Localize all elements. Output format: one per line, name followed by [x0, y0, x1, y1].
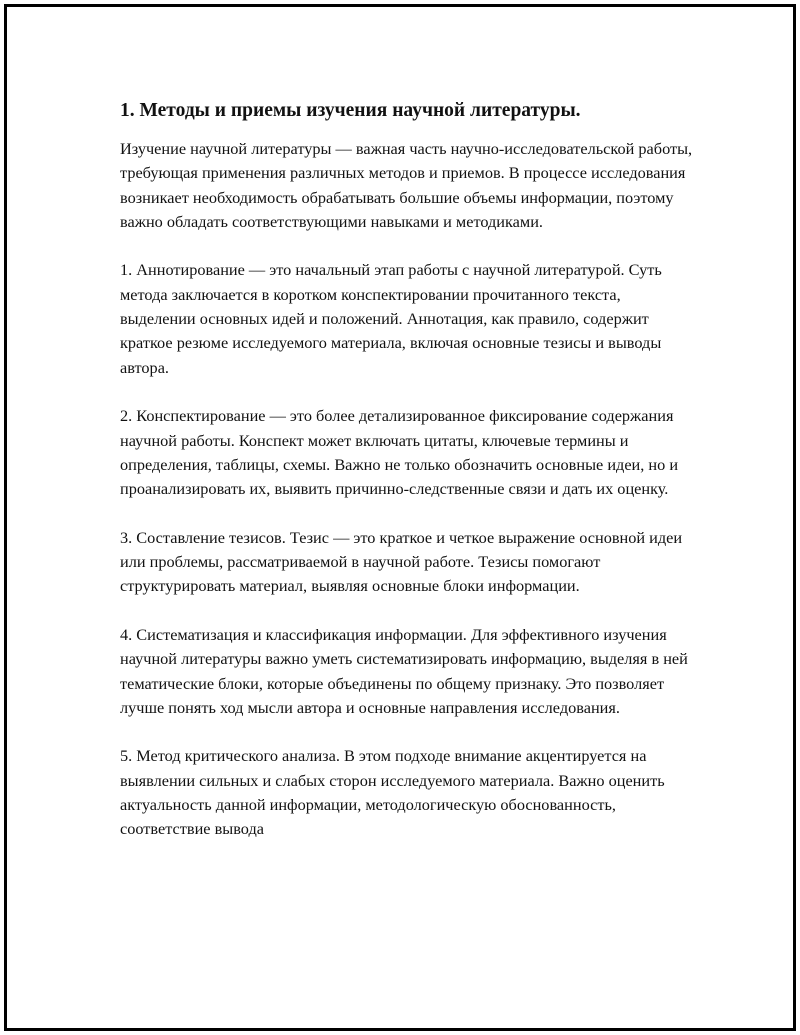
paragraph-systematization: 4. Систематизация и классификация информации. Для эффективного изучения научной литературы важно уметь систематизировать информацию, выделяя в ней тематические блоки, которые объединены по общему признаку. Это позволяет лучше понять ход мысли автора и основные направления исследования.: [120, 624, 688, 717]
intro-paragraph: Изучение научной литературы — важная часть научно-исследовательской работы, требующая применения различных методов и приемов. В процессе исследования возникает необходимость обрабатывать большие объемы информации, поэтому важно обладать соответствующими навыками и методиками.: [120, 139, 693, 231]
page-frame: [4, 4, 796, 1031]
paragraph-note-taking: 2. Конспектирование — это более детализированное фиксирование содержания научной работы. Конспект может включать цитаты, ключевые термины и определения, таблицы, схемы. Важно не только обозначить основные идеи, но и проанализировать их, выявить причинно-следственные связи и дать их оценку.: [120, 406, 679, 499]
paragraph-theses: 3. Составление тезисов. Тезис — это краткое и четкое выражение основной идеи или проблемы, рассматриваемой в научной работе. Тезисы помогают структурировать материал, выявляя основные блоки информации.: [120, 527, 683, 596]
paragraph-critical-analysis: 5. Метод критического анализа. В этом подходе внимание акцентируется на выявлении сильных и слабых сторон исследуемого материала. Важно оценить актуальность данной информации, методологическую обоснованность, соответствие вывода: [120, 746, 665, 839]
section-heading: 1. Методы и приемы изучения научной литературы.: [120, 100, 581, 121]
paragraph-annotation: 1. Аннотирование — это начальный этап работы с научной литературой. Суть метода заключается в коротком конспектировании прочитанного текста, выделении основных идей и положений. Аннотация, как правило, содержит краткое резюме исследуемого материала, включая основные тезисы и выводы автора.: [120, 260, 662, 377]
document-body: [120, 99, 698, 842]
